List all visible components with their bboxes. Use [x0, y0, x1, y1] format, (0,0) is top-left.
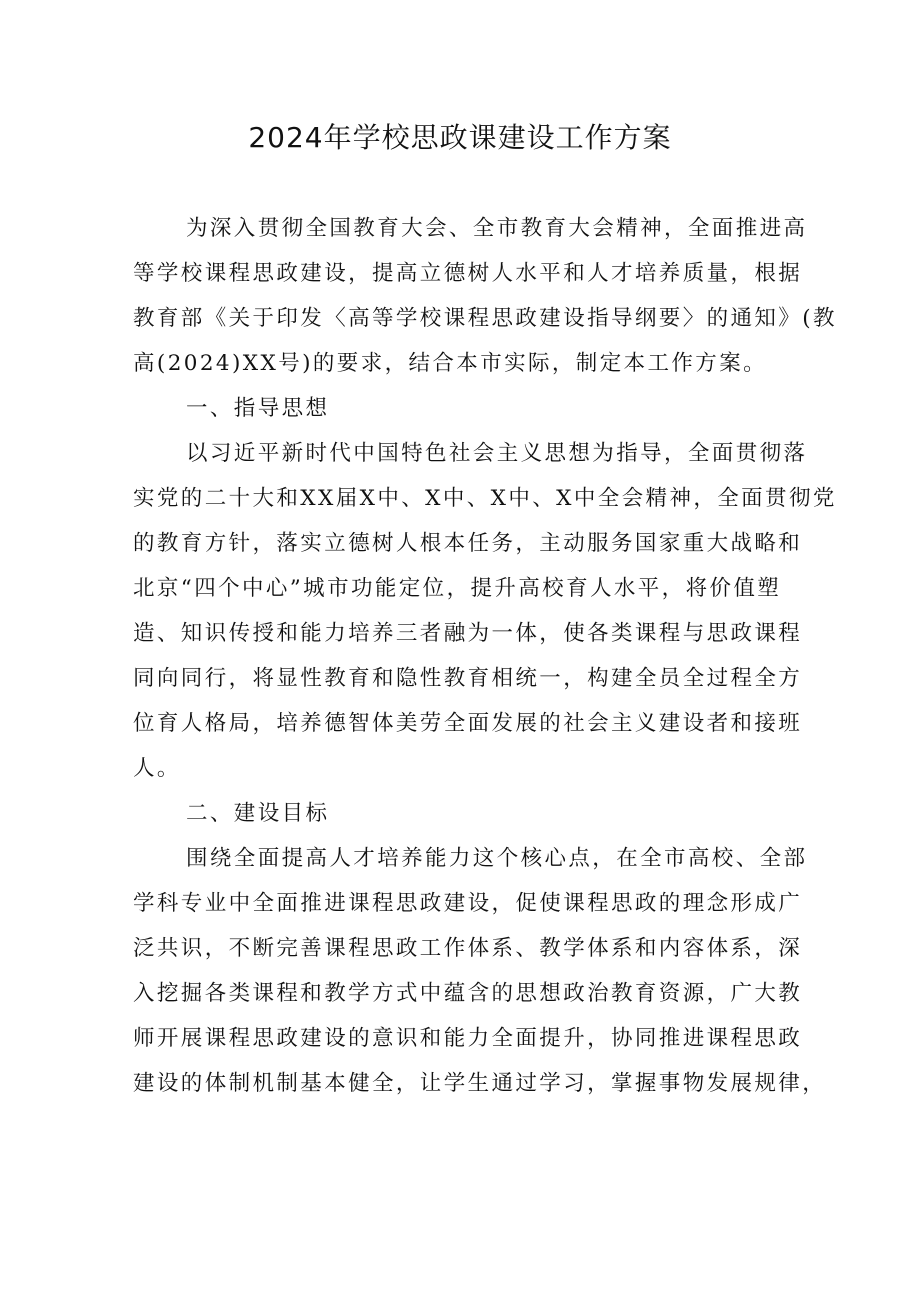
- paragraph-guiding-line-8: 人。: [133, 756, 181, 781]
- paragraph-goals-line-3: 泛共识，不断完善课程思政工作体系、教学体系和内容体系，深: [133, 936, 803, 961]
- paragraph-guiding-line-7: 位育人格局，培养德智体美劳全面发展的社会主义建设者和接班: [133, 711, 803, 736]
- paragraph-guiding-line-2: 实党的二十大和XX届X中、X中、X中、X中全会精神，全面贯彻党: [133, 486, 837, 511]
- paragraph-goals-line-6: 建设的体制机制基本健全，让学生通过学习，掌握事物发展规律，: [133, 1071, 827, 1096]
- paragraph-goals-line-4: 入挖掘各类课程和教学方式中蕴含的思想政治教育资源，广大教: [133, 981, 803, 1006]
- paragraph-intro-line-2: 等学校课程思政建设，提高立德树人水平和人才培养质量，根据: [133, 261, 803, 286]
- paragraph-guiding-line-1: 以习近平新时代中国特色社会主义思想为指导，全面贯彻落: [186, 441, 808, 466]
- section-heading-construction-goals: 二、建设目标: [186, 801, 330, 826]
- paragraph-goals-line-1: 围绕全面提高人才培养能力这个核心点，在全市高校、全部: [186, 846, 808, 871]
- paragraph-guiding-line-6: 同向同行，将显性教育和隐性教育相统一，构建全员全过程全方: [133, 666, 803, 691]
- document-body: [133, 206, 837, 1106]
- paragraph-guiding-line-3: 的教育方针，落实立德树人根本任务，主动服务国家重大战略和: [133, 531, 803, 556]
- paragraph-intro-line-1: 为深入贯彻全国教育大会、全市教育大会精神，全面推进高: [186, 216, 808, 241]
- document-title: 2024年学校思政课建设工作方案: [248, 121, 672, 154]
- section-heading-guiding-ideology: 一、指导思想: [186, 396, 330, 421]
- paragraph-goals-line-2: 学科专业中全面推进课程思政建设，促使课程思政的理念形成广: [133, 891, 803, 916]
- paragraph-guiding-line-4: 北京“四个中心”城市功能定位，提升高校育人水平，将价值塑: [133, 576, 782, 601]
- paragraph-guiding-line-5: 造、知识传授和能力培养三者融为一体，使各类课程与思政课程: [133, 621, 803, 646]
- paragraph-intro-line-3: 教育部《关于印发〈高等学校课程思政建设指导纲要〉的通知》(教: [133, 306, 837, 331]
- paragraph-intro-line-4: 高(2024)XX号)的要求，结合本市实际，制定本工作方案。: [133, 351, 767, 376]
- paragraph-goals-line-5: 师开展课程思政建设的意识和能力全面提升，协同推进课程思政: [133, 1026, 803, 1051]
